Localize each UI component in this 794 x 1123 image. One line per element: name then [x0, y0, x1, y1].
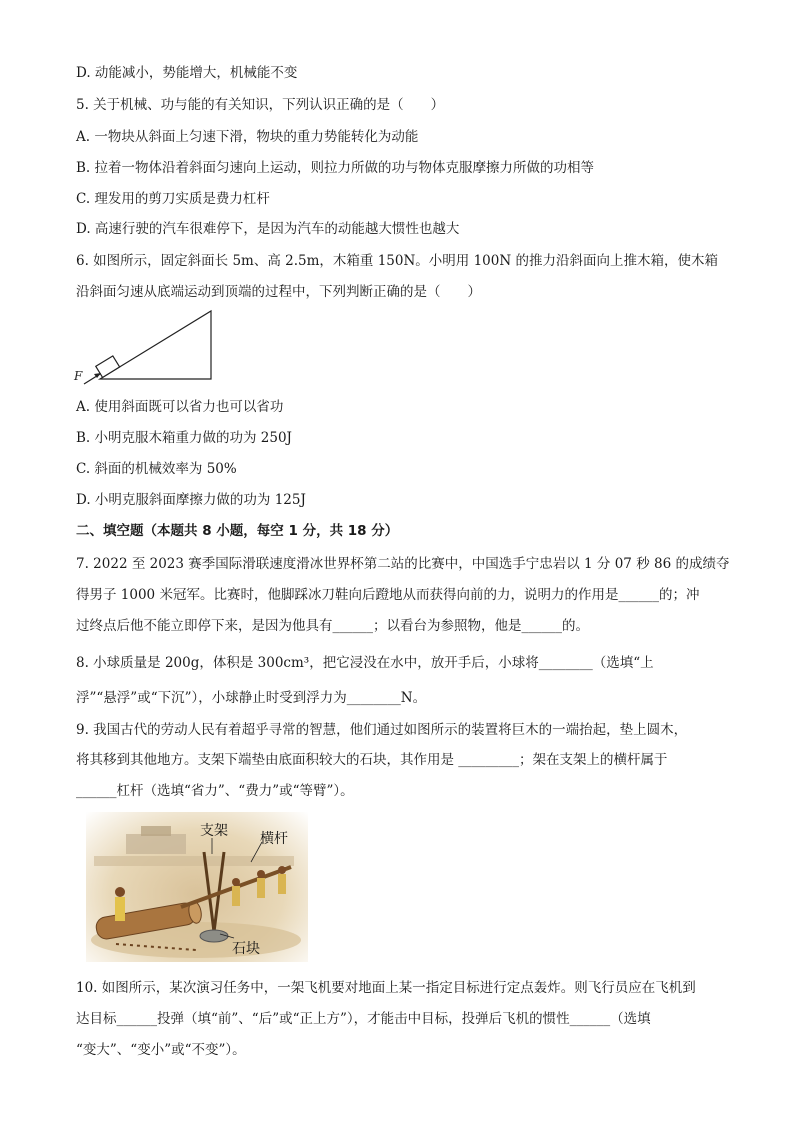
q6-option-d: D. 小明克服斜面摩擦力做的功为 125J [76, 492, 306, 508]
force-label: F [74, 369, 83, 383]
q10-line1: 10. 如图所示，某次演习任务中，一架飞机要对地面上某一指定目标进行定点轰炸。则飞行员应在飞机到 [76, 980, 696, 996]
q10-line2: 达目标______投弹（填“前”、“后”或“正上方”），才能击中目标，投弹后飞机的惯性______（选填 [76, 1011, 651, 1027]
q5-option-a: A. 一物块从斜面上匀速下滑，物块的重力势能转化为动能 [76, 129, 419, 145]
q6-stem-line1: 6. 如图所示，固定斜面长 5m、高 2.5m，木箱重 150N。小明用 100N 的推力沿斜面向上推木箱，使木箱 [76, 253, 718, 269]
q9-lever-illustration [86, 812, 308, 962]
q5-option-d: D. 高速行驶的汽车很难停下，是因为汽车的动能越大惯性也越大 [76, 221, 460, 237]
q5-option-c: C. 理发用的剪刀实质是费力杠杆 [76, 191, 270, 207]
label-crossbar: 横杆 [260, 831, 288, 847]
q8-line1: 8. 小球质量是 200g，体积是 300cm³，把它浸没在水中，放开手后，小球将________（选填“上 [76, 655, 654, 671]
q7-line1: 7. 2022 至 2023 赛季国际滑联速度滑冰世界杯第二站的比赛中，中国选手宁忠岩以 1 分 07 秒 86 的成绩夺 [76, 556, 730, 572]
q10-line3: “变大”、“变小”或“不变”）。 [76, 1042, 246, 1058]
q8-line2: 浮”“悬浮”或“下沉”），小球静止时受到浮力为________N。 [76, 690, 427, 706]
label-stone: 石块 [232, 941, 260, 957]
q7-line3: 过终点后他不能立即停下来，是因为他具有______；以看台为参照物，他是______的。 [76, 618, 589, 634]
q9-line2: 将其移到其他地方。支架下端垫由底面积较大的石块，其作用是 _________；架在支架上的横杆属于 [76, 752, 668, 768]
label-support: 支架 [200, 823, 228, 839]
section-title: 二、填空题（本题共 8 小题，每空 1 分，共 18 分） [76, 523, 399, 539]
q6-option-c: C. 斜面的机械效率为 50% [76, 461, 237, 477]
q6-stem-line2: 沿斜面匀速从底端运动到顶端的过程中，下列判断正确的是（ ） [76, 284, 481, 300]
q5-option-b: B. 拉着一物体沿着斜面匀速向上运动，则拉力所做的功与物体克服摩擦力所做的功相等 [76, 160, 595, 176]
q9-line3: ______杠杆（选填“省力”、“费力”或“等臂”）。 [76, 783, 354, 799]
q9-line1: 9. 我国古代的劳动人民有着超乎寻常的智慧，他们通过如图所示的装置将巨木的一端抬起，垫上圆木， [76, 722, 688, 738]
q5-stem: 5. 关于机械、功与能的有关知识，下列认识正确的是（ ） [76, 97, 445, 113]
q6-option-a: A. 使用斜面既可以省力也可以省功 [76, 399, 284, 415]
q6-option-b: B. 小明克服木箱重力做的功为 250J [76, 430, 292, 446]
q7-line2: 得男子 1000 米冠军。比赛时，他脚踩冰刀鞋向后蹬地从而获得向前的力，说明力的作用是______的；冲 [76, 587, 700, 603]
q4-option-d: D. 动能减小，势能增大，机械能不变 [76, 65, 298, 81]
q6-incline-figure [70, 306, 220, 386]
